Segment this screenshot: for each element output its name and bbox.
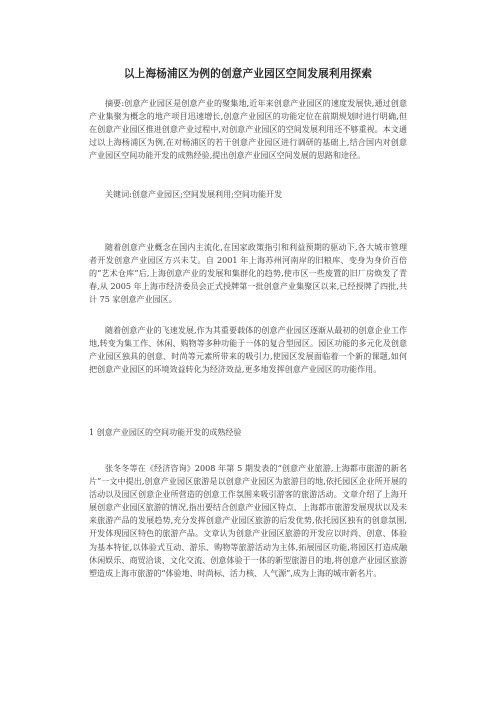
paragraph-text: 随着创意产业的飞速发展,作为其重要载体的创意产业园区逐渐从最初的创意企业工作地,转变为集工作、休闲、购物等多种功能于一体的复合型园区。园区功能的多元化及创意产业园区独具的创意、时尚等元素所带来的吸引力,使园区发展面临着一个新的课题,如何把创意产业园区的环境效益转化为经济效益,更多地发挥创意产业园区的功能作用。: [89, 326, 407, 375]
keywords-text: 关键词:创意产业园区;空间发展利用;空间功能开发: [105, 190, 283, 199]
paragraph-text: 张冬冬等在《经济咨询》2008 年第 5 期发表的“创意产业旅游,上海都市旅游的新名片”一文中提出,创意产业园区旅游是以创意产业园区为旅游目的地,依托园区企业所开展的活动以及园区创意企业所营造的创意工作氛围来吸引游客的旅游活动。文章介绍了上海开展创意产业园区旅游的情况,指出要结合创意产业园区特点、上海都市旅游发展现状以及未来旅游产品的发展趋势,充分发挥创意产业园区旅游的后发优势,依托园区独有的创意氛围,开发体现园区特色的旅游产品。文章认为创意产业园区旅游的开发应以时尚、创意、体验为基本特征,以体验式互动、游乐、购物等旅游活动为主体,拓展园区功能,将园区打造成融休闲娱乐、商贸洽谈、文化交流、创意体验于一体的新型旅游目的地,将创意产业园区旅游塑造成上海市旅游的“体验地、时尚标、活力核、人气源”,成为上海的城市新名片。: [89, 464, 407, 578]
intro-paragraph-2: [89, 324, 407, 376]
section-1-paragraph: [89, 462, 407, 580]
document-title: 以上海杨浦区为例的创意产业园区空间发展利用探索: [123, 68, 373, 80]
keywords-block: [89, 188, 407, 201]
section-heading: 1 创意产业园区的空间功能开发的成熟经验: [89, 428, 242, 437]
intro-paragraph-1: [89, 241, 407, 306]
abstract-block: [89, 97, 407, 162]
abstract-text: 摘要:创意产业园区是创意产业的聚集地,近年来创意产业园区的速度发展快,通过创意产业集聚为概念的地产项目迅速增长,创意产业园区的功能定位在前期规划时进行明确,但在创意产业园区推进创意产业过程中,对创意产业园区的空间发展利用还不够重视。本文通过以上海杨浦区为例,在对杨浦区的若干创意产业园区进行调研的基础上,结合国内对创意产业园区空间功能开发的成熟经验,提出创意产业园区空间发展的思路和途径。: [89, 99, 407, 161]
paragraph-text: 随着创意产业概念在国内主流化,在国家政策指引和利益预期的驱动下,各大城市管理者开发创意产业园区方兴未艾。自 2001 年上海苏州河南岸的旧粮库、变身为身价百倍的“艺术仓库”后,上海创意产业的发展和集群化的趋势,使市区一些废置的旧厂房焕发了青春,从 2005 年上海市经济委员会正式授牌第一批创意产业集聚区以来,已经授牌了四批,共计 75 家创意产业园区。: [89, 243, 407, 305]
